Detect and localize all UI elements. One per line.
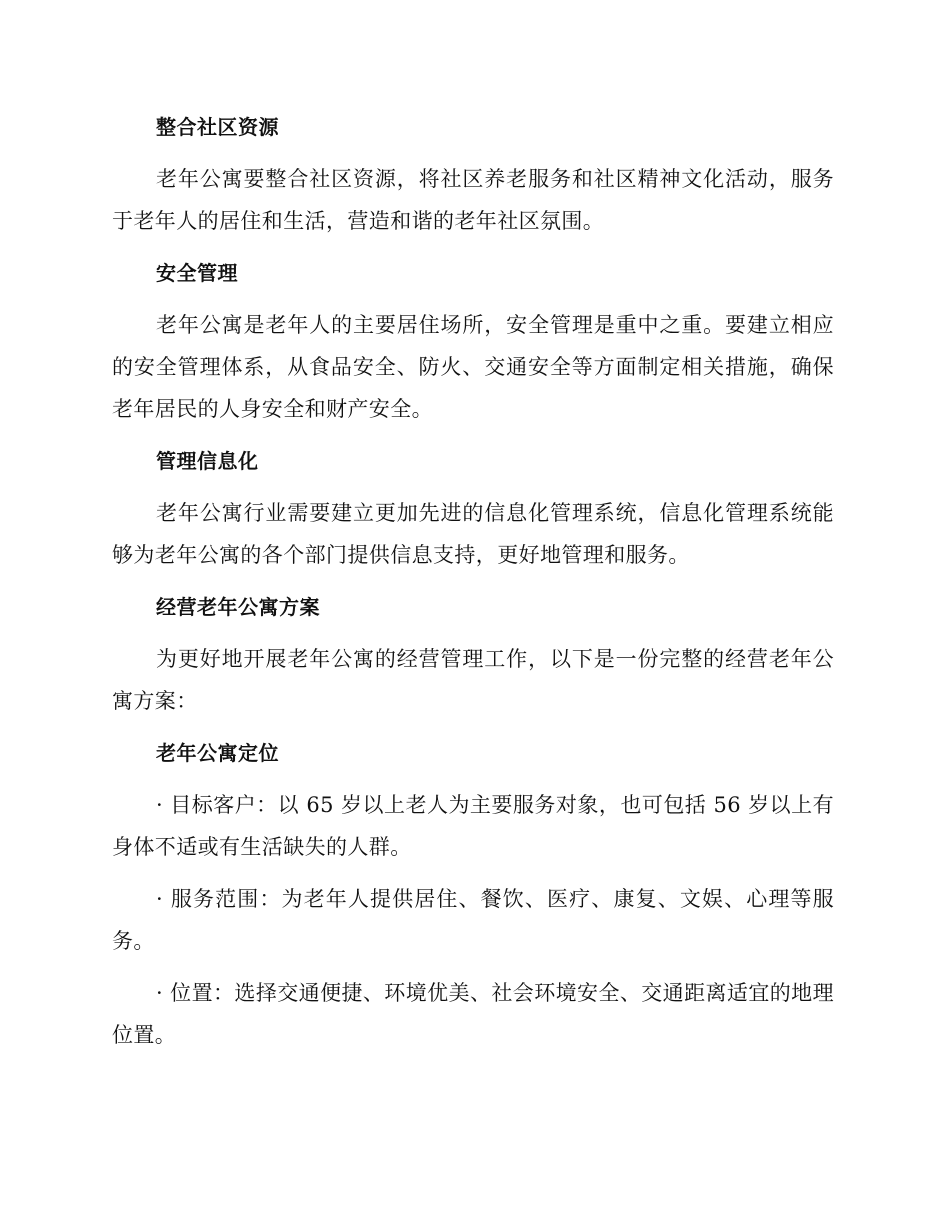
paragraph-operation-plan: 为更好地开展老年公寓的经营管理工作，以下是一份完整的经营老年公寓方案： xyxy=(112,647,834,713)
section-heading-informatization: 管理信息化 xyxy=(156,449,259,473)
paragraph-community-resources: 老年公寓要整合社区资源，将社区养老服务和社区精神文化活动，服务于老年人的居住和生活，营造和谐的老年社区氛围。 xyxy=(112,167,834,233)
section-heading-safety-management: 安全管理 xyxy=(156,261,238,285)
paragraph-safety-management: 老年公寓是老年人的主要居住场所，安全管理是重中之重。要建立相应的安全管理体系，从食品安全、防火、交通安全等方面制定相关措施，确保老年居民的人身安全和财产安全。 xyxy=(112,313,834,421)
paragraph-informatization: 老年公寓行业需要建立更加先进的信息化管理系统，信息化管理系统能够为老年公寓的各个部门提供信息支持，更好地管理和服务。 xyxy=(112,501,834,567)
section-heading-positioning: 老年公寓定位 xyxy=(156,741,279,765)
section-heading-community-resources: 整合社区资源 xyxy=(156,115,279,139)
bullet-service-scope: · 服务范围：为老年人提供居住、餐饮、医疗、康复、文娱、心理等服务。 xyxy=(112,887,834,953)
bullet-target-customers: · 目标客户：以 65 岁以上老人为主要服务对象，也可包括 56 岁以上有身体不适或有生活缺失的人群。 xyxy=(112,793,834,859)
bullet-location: · 位置：选择交通便捷、环境优美、社会环境安全、交通距离适宜的地理位置。 xyxy=(112,981,834,1047)
section-heading-operation-plan: 经营老年公寓方案 xyxy=(156,595,320,619)
